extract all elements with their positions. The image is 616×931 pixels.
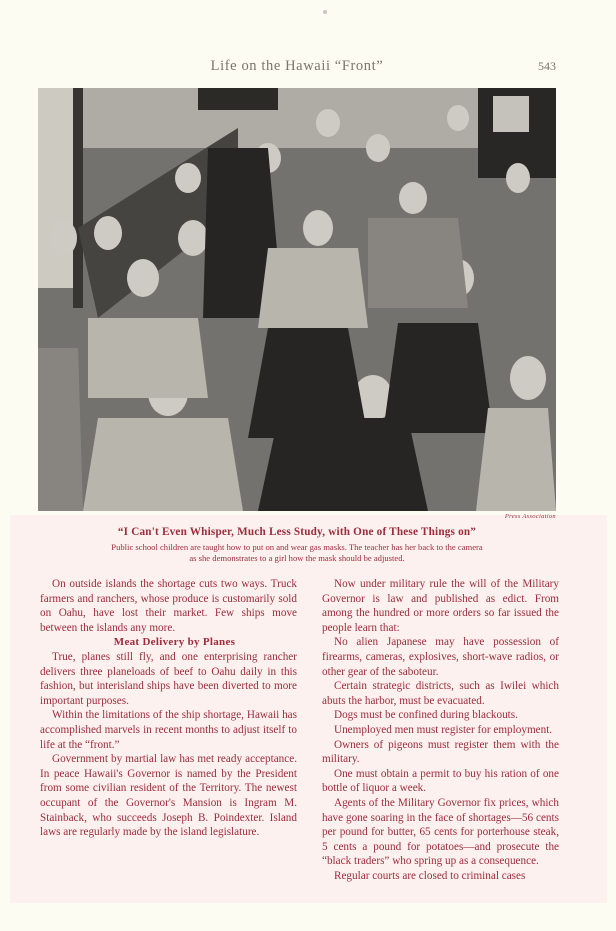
photograph-icon xyxy=(38,88,556,511)
paragraph: Now under military rule the will of the Military Governor is law and published as edict. From among the hundred or more orders so far issued the people learn that: xyxy=(322,578,559,634)
caption-line: Public school children are taught how to put on and wear gas masks. The teacher has her back to the camera xyxy=(111,542,483,552)
paragraph: Within the limitations of the ship shortage, Hawaii has accomplished marvels in recent months to adjust itself to life at the “front.” xyxy=(40,709,297,751)
section-subhead: Meat Delivery by Planes xyxy=(113,636,236,649)
paragraph: Agents of the Military Governor fix prices, which have gone soaring in the face of shortages—56 cents per pound for butter, 65 cents for porterhouse steak, 5 cents a pound for potatoes—and prosecute the “black traders” who spring up as a consequence. xyxy=(322,796,559,868)
page-number: 543 xyxy=(538,59,556,73)
paragraph: Certain strategic districts, such as Iwilei which abuts the harbor, must be evacuated. xyxy=(322,680,559,707)
caption-body xyxy=(38,542,556,563)
paragraph: Dogs must be confined during blackouts. xyxy=(334,709,518,722)
paragraph: Unemployed men must register for employment. xyxy=(334,723,553,736)
right-column xyxy=(322,577,559,883)
paragraph: No alien Japanese may have possession of firearms, cameras, explosives, short-wave radios, or other gear of the saboteur. xyxy=(322,636,559,678)
paragraph: Government by martial law has met ready acceptance. In peace Hawaii's Governor is named by the President from some civilian resident of the Territory. The newest occupant of the Governor's Mansion is Ingram M. Stainback, who succeeds Joseph B. Poindexter. Island laws are regularly made by the island legislature. xyxy=(40,753,297,839)
classroom-gas-mask-photo xyxy=(38,88,556,511)
running-head xyxy=(38,56,556,78)
page-speck xyxy=(323,10,327,14)
paragraph: One must obtain a permit to buy his ration of one bottle of liquor a week. xyxy=(322,767,559,795)
paragraph: Regular courts are closed to criminal cases xyxy=(334,869,526,882)
paragraph: Owners of pigeons must register them with the military. xyxy=(322,738,559,766)
paragraph: True, planes still fly, and one enterprising rancher delivers three planeloads of beef to Oahu daily in this fashion, but interisland ships have been diverted to more important purposes. xyxy=(40,650,297,707)
photo-credit: Press Association xyxy=(504,513,556,520)
paragraph: On outside islands the shortage cuts two ways. Truck farmers and ranchers, whose produce is customarily sold on Oahu, have lost their market. Few ships move between the islands any more. xyxy=(40,578,297,634)
caption-line: as she demonstrates to a girl how the mask should be adjusted. xyxy=(189,552,405,563)
running-title: Life on the Hawaii “Front” xyxy=(210,58,384,74)
caption-title: “I Can't Even Whisper, Much Less Study, with One of These Things on” xyxy=(117,526,477,538)
left-column xyxy=(40,577,297,840)
